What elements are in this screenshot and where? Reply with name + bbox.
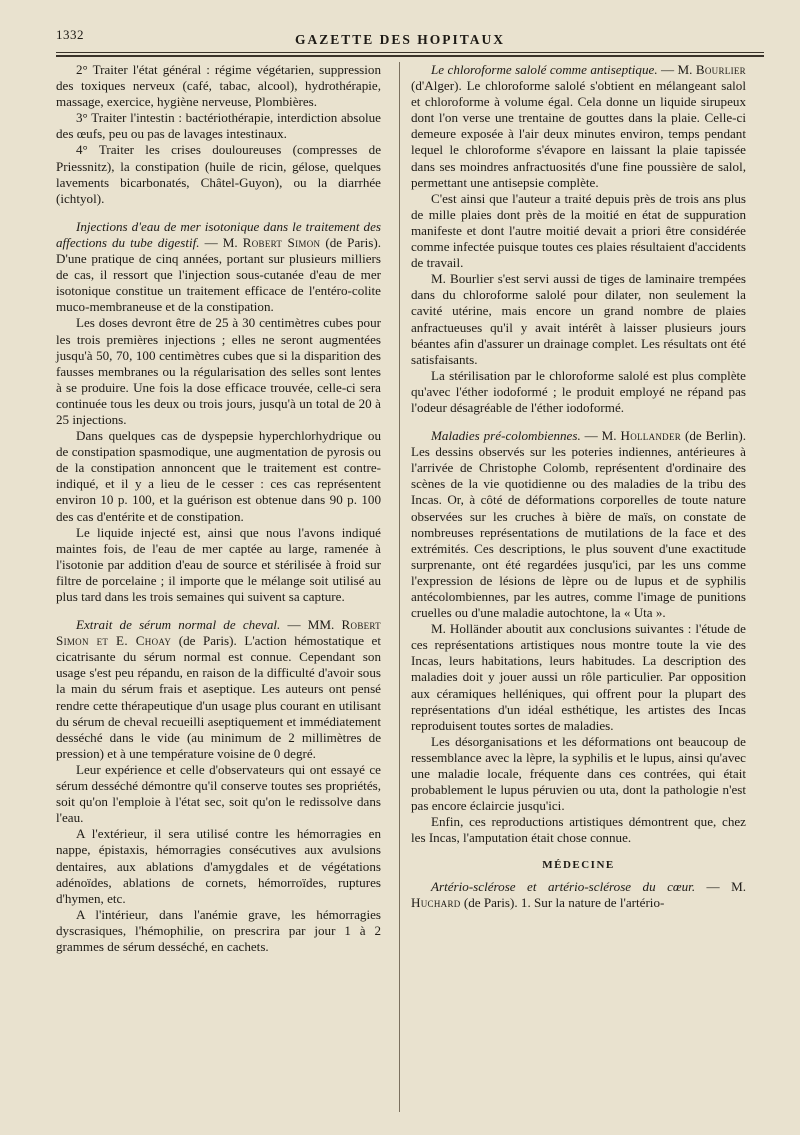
paragraph: Les doses devront être de 25 à 30 centimètres cubes pour les trois premières injections ; elles ne seront augmentées jusqu'à 50, 70, 100 centimètres cubes que si la disparition des fausses membranes ou la régularisation des selles sont lentes à se produire. Une fois la dose efficace trouvée, celle-ci sera continuée tous les deux ou trois jours, jusqu'à un total de 20 à 25 injections. <box>56 315 381 427</box>
paragraph: A l'extérieur, il sera utilisé contre les hémorragies en nappe, épistaxis, hémorragies consécutives aux avulsions dentaires, aux ablations d'amygdales et de végétations adénoïdes, ablations de cornets, hémorroïdes, ruptures d'hymen, etc. <box>56 826 381 906</box>
section-heading: MÉDECINE <box>542 858 615 871</box>
article-maladies-pre-colombiennes: Maladies pré-colombiennes. — M. Hollander (de Berlin). Les dessins observés sur les poteries indiennes, antérieures à l'arrivée de Christophe Colomb, représentent d'ordinaire des scènes de la vie quotidienne ou des maladies de la tribu des Incas. Or, à côté de déformations corporelles de toute nature observées sur les cruches à bière de maïs, on constate de nombreuses représentations de mutilations de la face et des extrémités. Ces descriptions, le plus souvent d'une exactitude surprenante, ont été regardées jusqu'ici, par les uns comme l'expression de lésions de lèpre ou de lupus et de syphilis antécolombiennes, par les autres, comme l'image de punitions cruelles ou d'une maladie autochtone, la « Uta ». <box>411 428 746 621</box>
paragraph: Les désorganisations et les déformations ont beaucoup de ressemblance avec la lèpre, la syphilis et le lupus, ainsi qu'avec une maladie locale, fréquente dans ces contrées, qui était probablement le lupus péruvien ou uta, dont la pathologie n'est pas encore éclaircie jusqu'ici. <box>411 733 746 814</box>
paragraph: M. Bourlier s'est servi aussi de tiges de laminaire trempées dans du chloroforme salolé pour dilater, non seulement la cavité utérine, mais encore un grand nombre de plaies anfractueuses qu'il y avait intérêt à laisser plusieurs jours béantes afin d'assurer un drainage complet. Les résultats ont été satisfaisants. <box>411 271 746 367</box>
column-divider <box>399 62 400 1112</box>
article-author: Robert Simon <box>242 234 321 250</box>
article-title: Maladies pré-colombiennes. <box>431 428 581 444</box>
article-title: Extrait de sérum normal de cheval. <box>76 617 281 633</box>
paragraph: Dans quelques cas de dyspepsie hyperchlorhydrique ou de constipation spasmodique, une augmentation de pyrosis ou de la constipation annoncent que le traitement est contre-indiqué, et il y a lieu de le cesser : ces cas représentent environ 10 p. 100, et la guérison est obtenue dans 90 p. 100 des cas d'entérite et de constipation. <box>56 428 381 524</box>
article-author: Huchard <box>411 894 461 910</box>
article-title: Le chloroforme salolé comme antiseptique. <box>431 62 658 77</box>
paragraph: 4° Traiter les crises douloureuses (compresses de Priessnitz), la constipation (huile de ricin, gélose, quelques lavements bicarbonatés, Châtel-Guyon), ou la diarrhée (ichtyol). <box>56 142 381 206</box>
paragraph: 3° Traiter l'intestin : bactériothérapie, interdiction absolue des œufs, peu ou pas de lavages intestinaux. <box>56 110 381 142</box>
paragraph: La stérilisation par le chloroforme salolé est plus complète qu'avec l'éther iodoformé ; le produit employé ne répand pas l'odeur désagréable de l'éther iodoformé. <box>411 367 746 415</box>
article-arterio-sclerose: Artério-sclérose et artério-sclérose du cœur. — M. Huchard (de Paris). 1. Sur la nature de l'artério- <box>411 878 746 910</box>
article-title: Injections d'eau de mer isotonique dans le traitement des affections du tube digestif. <box>56 218 381 250</box>
article-author: Bourlier <box>695 62 746 77</box>
paragraph: 2° Traiter l'état général : régime végétarien, suppression des toxiques nerveux (café, tabac, alcool), hydrothérapie, massage, exercice, hygiène nerveuse, Plombières. <box>56 62 381 110</box>
article-author: Hollander <box>620 428 682 444</box>
left-column <box>56 62 381 955</box>
running-title: GAZETTE DES HOPITAUX <box>294 32 506 47</box>
paragraph: C'est ainsi que l'auteur a traité depuis près de trois ans plus de mille plaies dont près de la moitié en état de suppuration manifeste et dont l'autre moitié devait a priori être considérée comme infectée puisque toutes ces plaies résultaient d'accidents de travail. <box>411 190 746 271</box>
paragraph: Leur expérience et celle d'observateurs qui ont essayé ce sérum desséché démontre qu'il conserve toutes ses propriétés, soit qu'on l'emploie à l'état sec, soit qu'on le redissolve dans l'eau. <box>56 761 381 826</box>
article-author: Robert Simon et E. Choay <box>56 617 381 649</box>
right-column <box>411 62 746 911</box>
page-number: 1332 <box>56 27 84 42</box>
paragraph: M. Holländer aboutit aux conclusions suivantes : l'étude de ces représentations artistiques nous montre toute la vie des Incas, leurs habitations, leurs habitudes. La description des maladies doit y jouer aussi un rôle particulier. Par opposition aux céramiques helléniques, qui offrent pour la plupart des représentations d'un idéal esthétique, les artistes des Incas reproduisent toutes sortes de maladies. <box>411 621 746 733</box>
paragraph: Le liquide injecté est, ainsi que nous l'avons indiqué maintes fois, de l'eau de mer captée au large, ramenée à l'isotonie par addition d'eau de source et stérilisée à froid sur filtre de porcelaine ; il importe que le mélange soit utilisé au plus tard dans les trois semaines qui suivent sa capture. <box>56 524 381 604</box>
paragraph: A l'intérieur, dans l'anémie grave, les hémorragies dyscrasiques, l'hémophilie, on prescrira par jour 1 à 2 grammes de sérum desséché, en cachets. <box>56 906 381 954</box>
paragraph: Enfin, ces reproductions artistiques démontrent que, chez les Incas, l'amputation était chose connue. <box>411 814 746 846</box>
header-rule <box>56 52 764 53</box>
article-serum-cheval: Extrait de sérum normal de cheval. — MM. Robert Simon et E. Choay (de Paris). L'action hémostatique et cicatrisante du sérum normal est connue. Cependant son usage s'est peu répandu, en raison de la difficulté d'avoir sous la main du sérum frais et aseptique. Les auteurs ont pensé rendre cette thérapeutique d'un usage plus courant en utilisant du sérum de cheval recueilli aseptiquement et immédiatement desséché dans le vide (au minimum de 2 millimètres de pression) et à une température voisine de 0 degré. <box>56 617 382 761</box>
header-rule-thick <box>56 55 764 57</box>
article-chloroforme-salole: Le chloroforme salolé comme antiseptique. — M. Bourlier (d'Alger). Le chloroforme salolé s'obtient en mélangeant salol et chloroforme à volume égal. Cela donne un liquide sirupeux dont l'on verse une trentaine de gouttes dans la plaie. Celle-ci demeure exposée à l'air deux minutes environ, temps pendant lequel le chloroforme s'évapore en laissant la plaie tapissée dans ses moindres anfractuosités d'une fine poussière de salol, permettant une antisepsie complète. <box>411 62 746 190</box>
article-title: Artério-sclérose et artério-sclérose du cœur. <box>431 878 696 894</box>
article-injections-eau-de-mer: Injections d'eau de mer isotonique dans le traitement des affections du tube digestif. — M. Robert Simon (de Paris). D'une pratique de cinq années, portant sur plusieurs milliers de cas, il ressort que l'injection sous-cutanée d'eau de mer isotonique constitue un traitement efficace de l'entéro-colite muco-membraneuse et de la constipation. <box>56 218 381 315</box>
